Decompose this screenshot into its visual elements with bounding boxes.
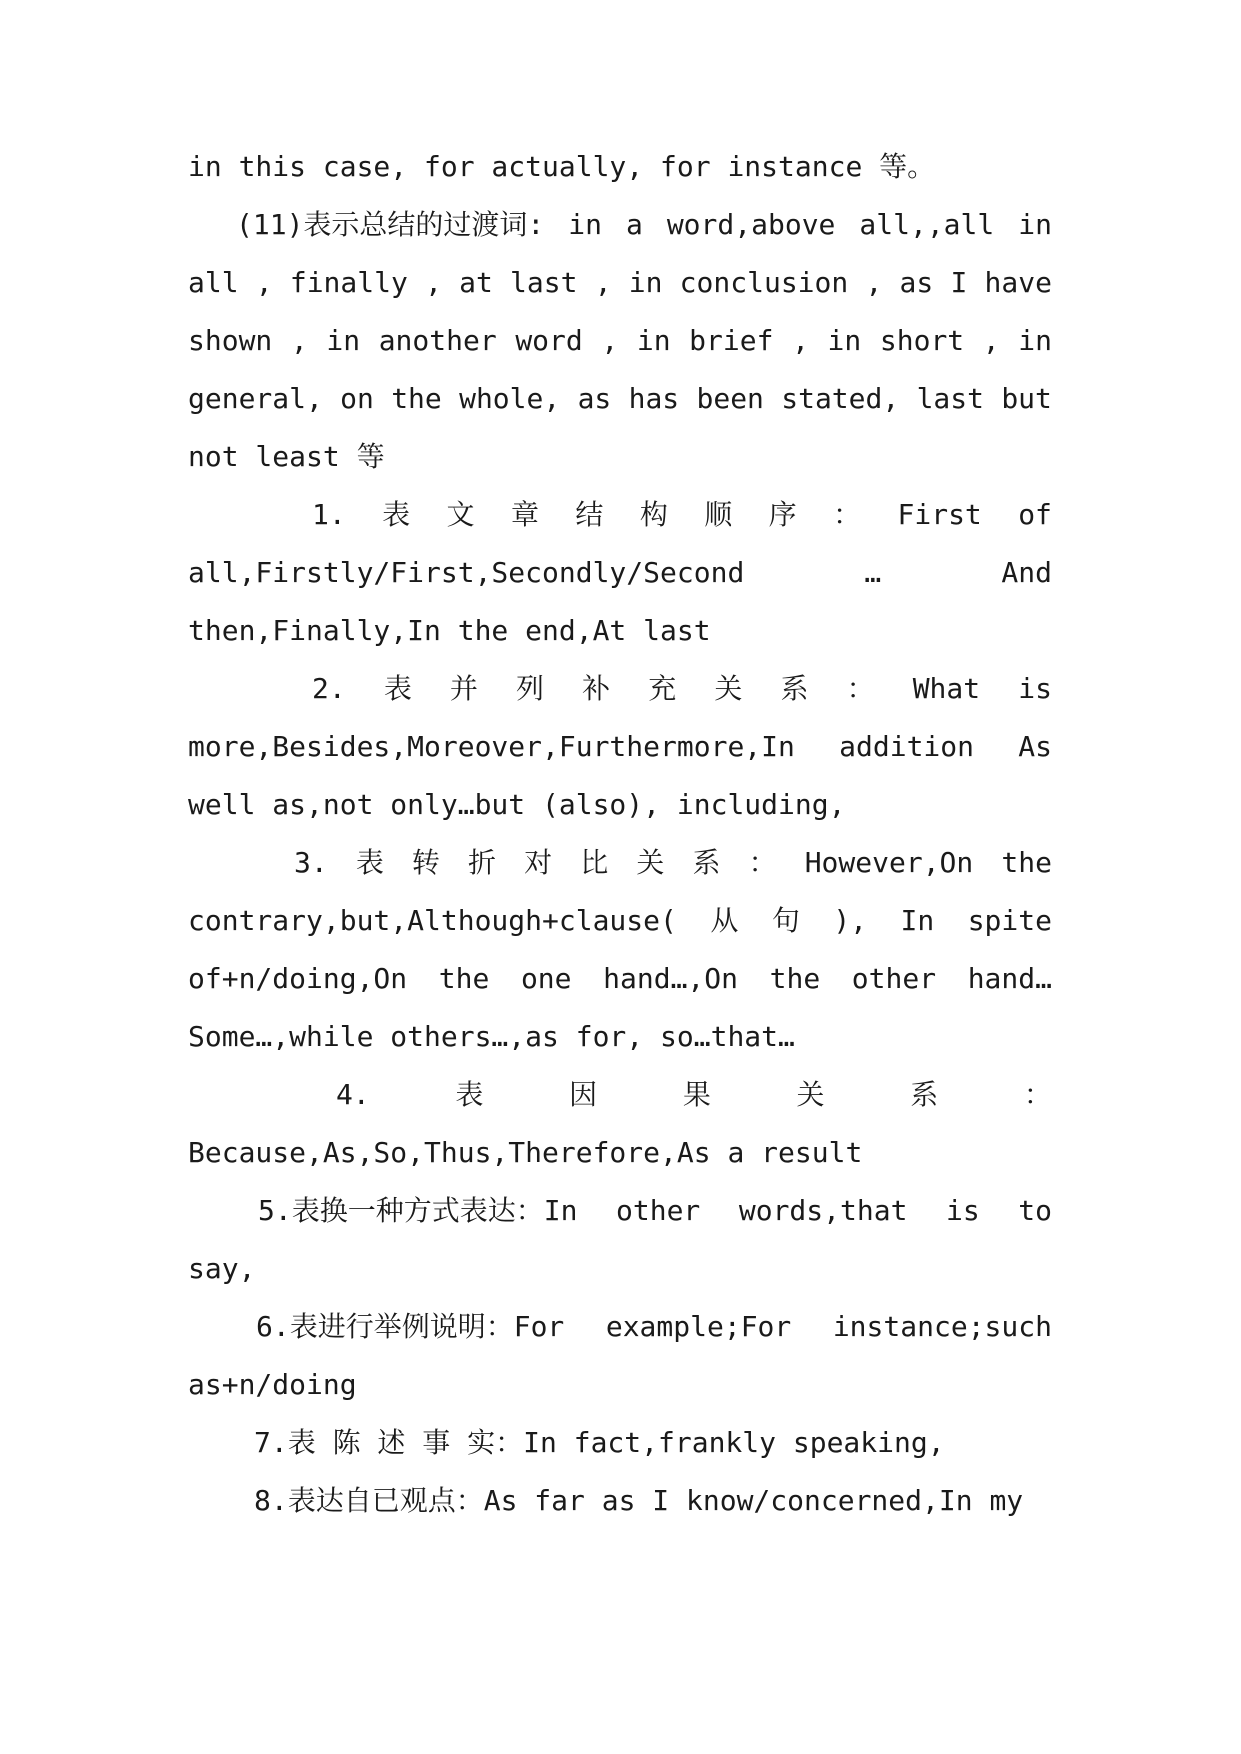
token: 表 [382, 498, 411, 531]
line-6: not least 等 [188, 440, 385, 473]
token: has [628, 382, 680, 415]
token: in [568, 208, 602, 241]
token: 6.表进行举例说明：For [256, 1310, 565, 1343]
token: (11)表示总结的过渡词: [236, 208, 545, 241]
token: been [696, 382, 764, 415]
line-18: Because,As,So,Thus,Therefore,As a result [188, 1136, 863, 1169]
token: one [520, 962, 572, 995]
token: , [425, 266, 442, 299]
token: as [577, 382, 612, 415]
token: 并 [449, 672, 478, 705]
token: all,,all [859, 208, 995, 241]
token: the [1001, 846, 1052, 879]
token: the [391, 382, 442, 415]
token: have [984, 266, 1052, 299]
token: 4. [336, 1078, 370, 1111]
token: the [769, 962, 821, 995]
line-15 [188, 950, 1052, 1008]
token: , [865, 266, 883, 299]
token: 转 [411, 846, 440, 879]
token: other [851, 962, 937, 995]
token: spite [967, 904, 1052, 937]
line-16: Some…,while others…,as for, so…that… [188, 1020, 795, 1053]
token: short [879, 324, 965, 357]
token: As [1018, 730, 1052, 763]
token: shown [188, 324, 273, 357]
document-text [188, 138, 1052, 1530]
token: all,Firstly/First,Secondly/Second [188, 556, 745, 589]
token: in [1018, 324, 1052, 357]
token: all [188, 266, 239, 299]
token: 3. [294, 846, 328, 879]
line-22: as+n/doing [188, 1368, 357, 1401]
token: What [912, 672, 981, 705]
token: 2. [312, 672, 346, 705]
token: 表 [355, 846, 384, 879]
token: instance;such [832, 1310, 1052, 1343]
token: more,Besides,Moreover,Furthermore,In [188, 730, 795, 763]
token: 关 [714, 672, 743, 705]
token: 补 [582, 672, 611, 705]
token: at [459, 266, 493, 299]
token: In [900, 904, 935, 937]
token: stated, [781, 382, 900, 415]
token: finally [289, 266, 408, 299]
token: another [378, 324, 497, 357]
token: in [1018, 208, 1052, 241]
token: 关 [796, 1078, 825, 1111]
token: whole, [459, 382, 561, 415]
token: 从 [710, 904, 739, 937]
line-13 [188, 834, 1052, 892]
token: 关 [636, 846, 665, 879]
line-2 [188, 196, 1052, 254]
token: is [946, 1194, 980, 1227]
token: 折 [468, 846, 497, 879]
token: , [255, 266, 273, 299]
token: 系 [910, 1078, 939, 1111]
token: as [899, 266, 934, 299]
token: last [916, 382, 984, 415]
line-5 [188, 370, 1052, 428]
line-4 [188, 312, 1052, 370]
token: 列 [516, 672, 545, 705]
token: , [601, 324, 619, 357]
token: the [438, 962, 490, 995]
token: other [616, 1194, 701, 1227]
token: hand… [967, 962, 1052, 995]
line-19 [188, 1182, 1052, 1240]
line-3 [188, 254, 1052, 312]
token: , [290, 324, 308, 357]
token: ： [748, 846, 777, 879]
token: example;For [605, 1310, 792, 1343]
token: to [1018, 1194, 1052, 1227]
line-20: say, [188, 1252, 256, 1285]
token: words,that [738, 1194, 908, 1227]
token: 结 [575, 498, 604, 531]
token: I [950, 266, 968, 299]
token: ： [1023, 1078, 1052, 1111]
line-12: well as,not only…but (also), including, [188, 788, 846, 821]
token: is [1018, 672, 1052, 705]
token: 构 [639, 498, 668, 531]
token: brief [689, 324, 774, 357]
token: conclusion [679, 266, 849, 299]
token: 充 [648, 672, 677, 705]
token: on [340, 382, 374, 415]
token: 因 [569, 1078, 598, 1111]
token: , [982, 324, 1000, 357]
line-24: 8.表达自已观点：As far as I know/concerned,In my [254, 1484, 1024, 1517]
token: , [594, 266, 612, 299]
token: And [1001, 556, 1052, 589]
line-11 [188, 718, 1052, 776]
token: in [636, 324, 671, 357]
token: word [515, 324, 583, 357]
line-9: then,Finally,In the end,At last [188, 614, 711, 647]
token: of+n/doing,On [188, 962, 408, 995]
token: ), [833, 904, 868, 937]
token: ： [846, 672, 875, 705]
token: 比 [580, 846, 609, 879]
token: but [1001, 382, 1052, 415]
line-23: 7.表 陈 述 事 实：In fact,frankly speaking, [254, 1426, 945, 1459]
token: , [792, 324, 809, 357]
token: in [827, 324, 862, 357]
line-14 [188, 892, 1052, 950]
token: addition [839, 730, 974, 763]
token: 序 [768, 498, 797, 531]
token: However,On [804, 846, 974, 879]
token: general, [188, 382, 323, 415]
line-17 [188, 1066, 1052, 1124]
token: last [510, 266, 578, 299]
token: in [326, 324, 361, 357]
token: 果 [682, 1078, 711, 1111]
token: 表 [383, 672, 412, 705]
token: word,above [666, 208, 836, 241]
token: 5.表换一种方式表达：In [258, 1194, 578, 1227]
token: 章 [510, 498, 539, 531]
token: 1. [312, 498, 346, 531]
token: ： [833, 498, 862, 531]
token: … [864, 556, 882, 589]
line-21 [188, 1298, 1052, 1356]
token: 系 [780, 672, 809, 705]
line-1: in this case, for actually, for instance 等。 [188, 150, 936, 183]
token: in [628, 266, 663, 299]
token: 顺 [704, 498, 733, 531]
token: 系 [692, 846, 721, 879]
token: 表 [455, 1078, 484, 1111]
token: 句 [771, 904, 800, 937]
token: a [625, 208, 643, 241]
token: of [1018, 498, 1052, 531]
token: 文 [446, 498, 475, 531]
token: First [897, 498, 982, 531]
line-7 [188, 486, 1052, 544]
token: 对 [524, 846, 553, 879]
token: hand…,On [603, 962, 738, 995]
token: contrary,but,Although+clause( [188, 904, 677, 937]
line-8 [188, 544, 1052, 602]
line-10 [188, 660, 1052, 718]
